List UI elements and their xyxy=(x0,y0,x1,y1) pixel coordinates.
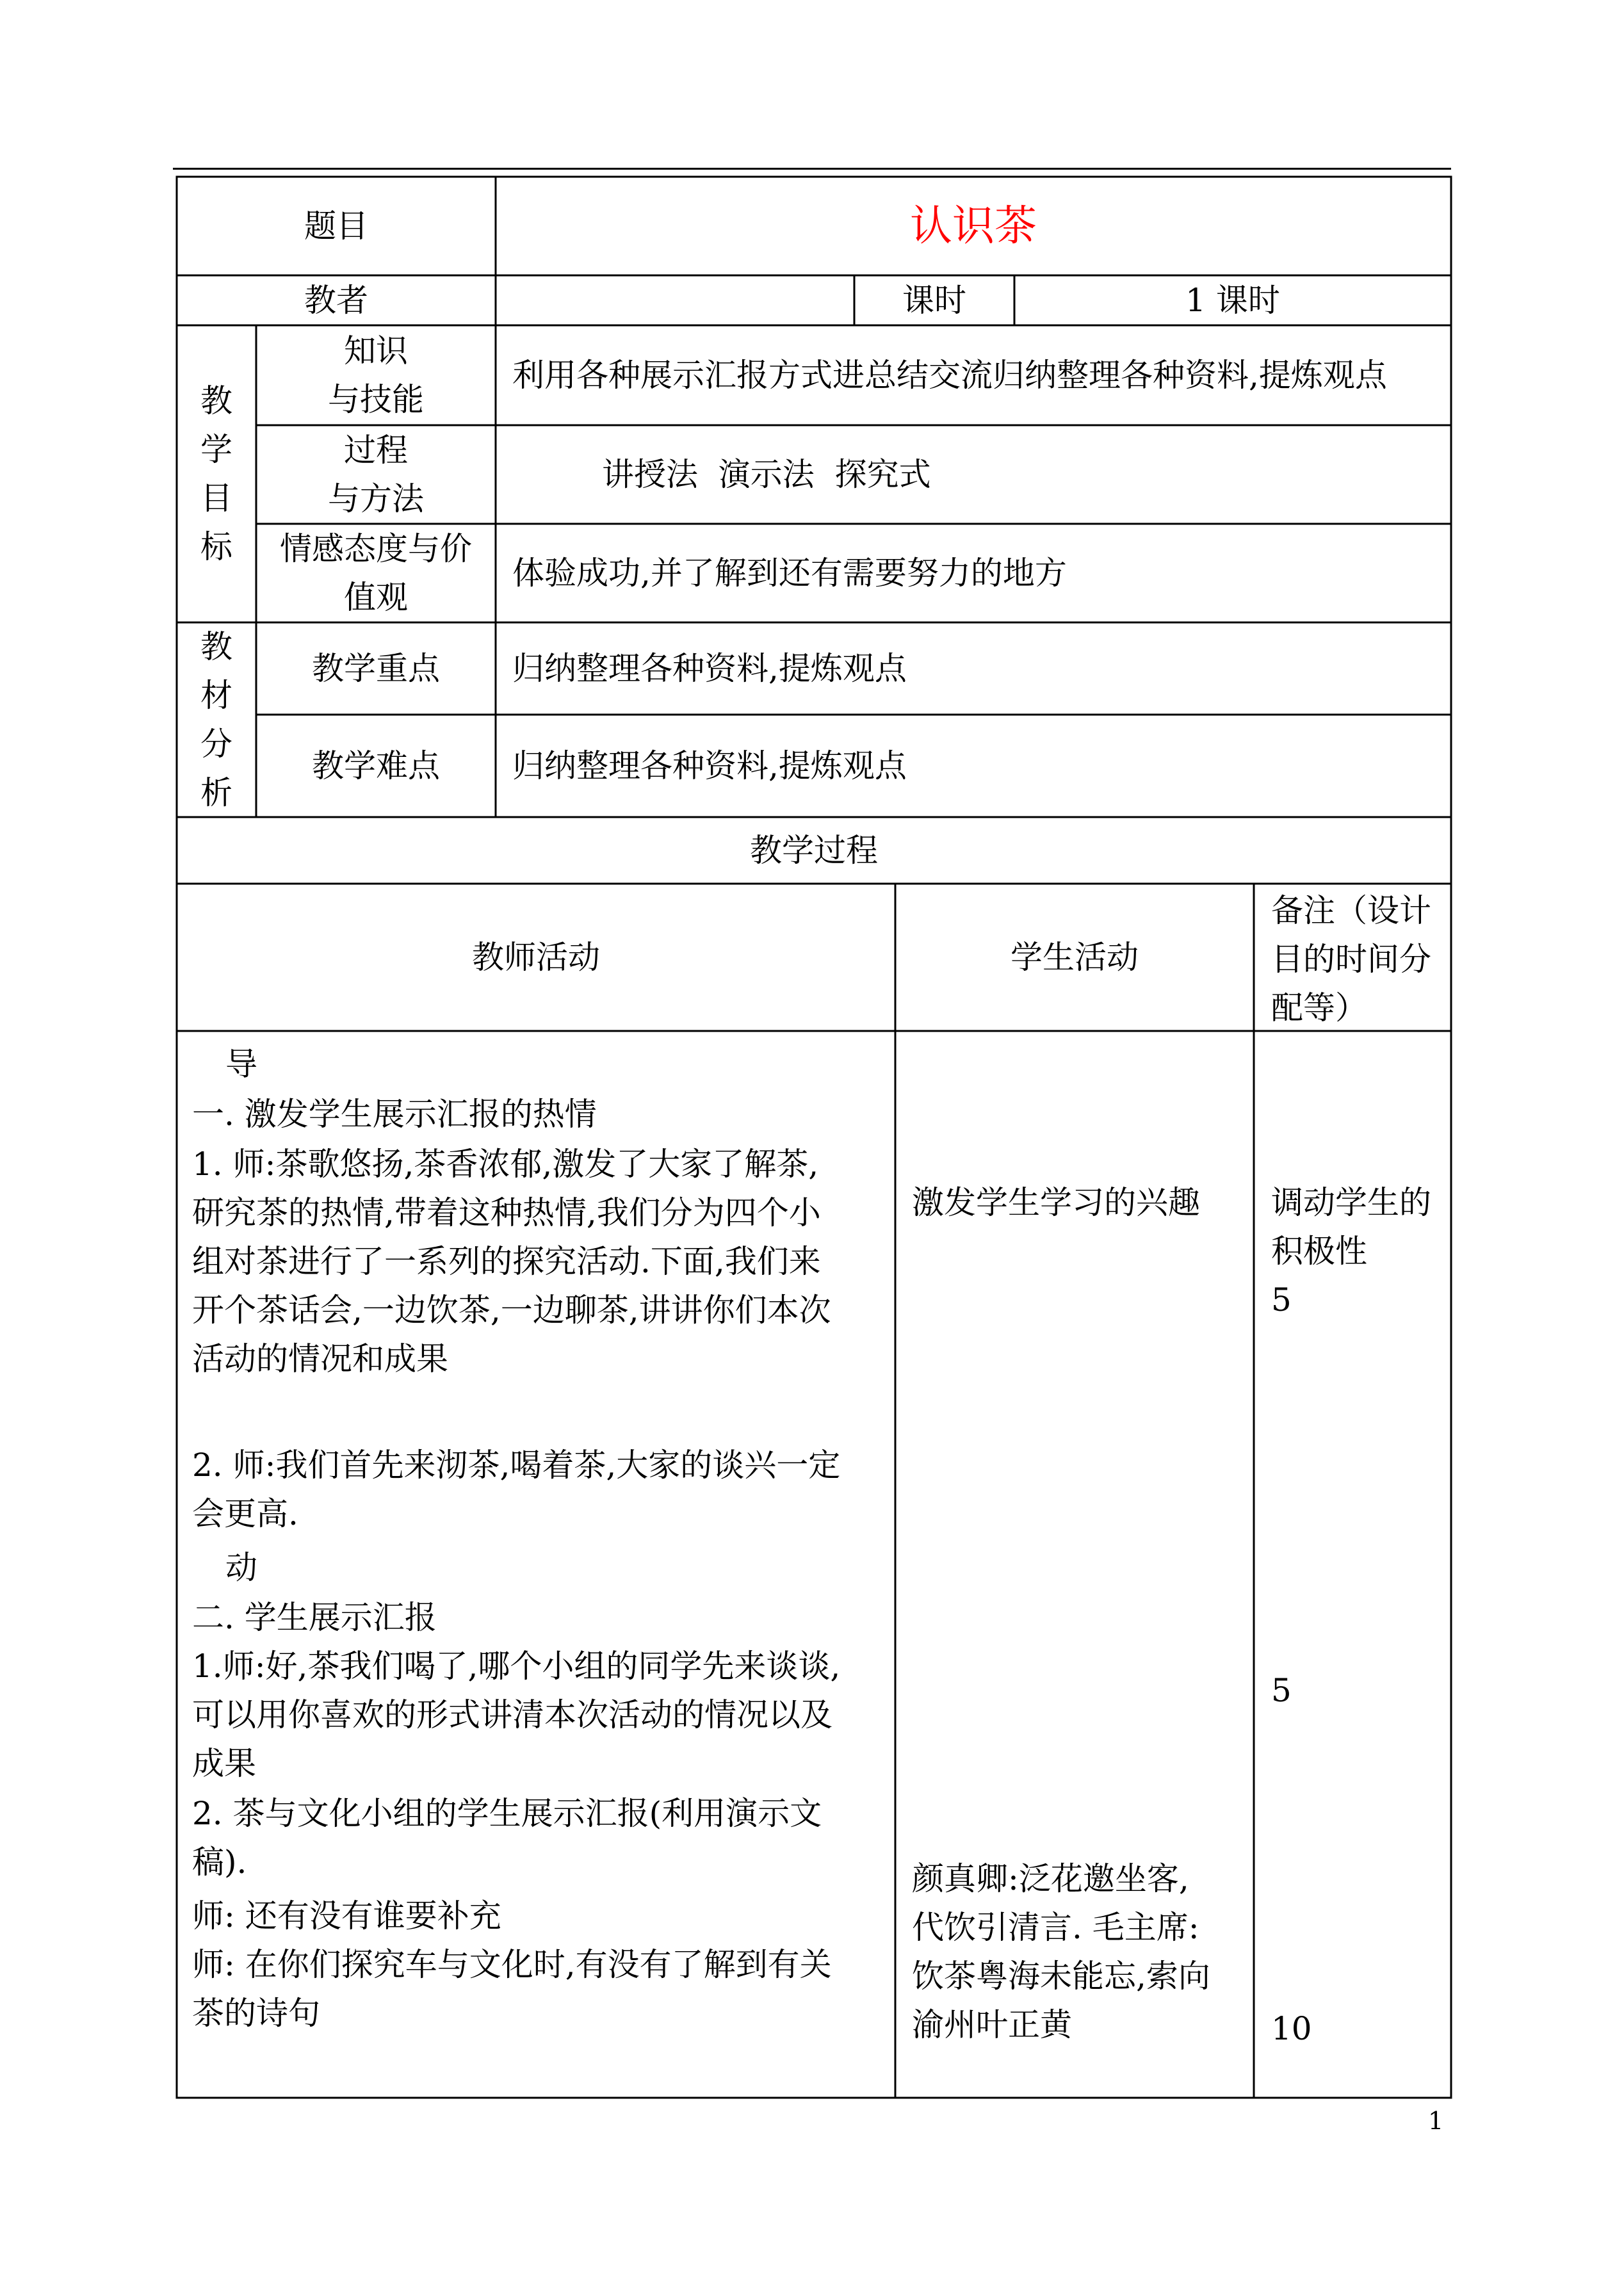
lesson-title: 认识茶 xyxy=(910,201,1037,250)
objective-text-attitude: 体验成功,并了解到还有需要努力的地方 xyxy=(512,555,1067,592)
difficulty-text: 归纳整理各种资料,提炼观点 xyxy=(512,747,907,784)
teacher-step-4: 2. 茶与文化小组的学生展示汇报(利用演示文 稿). xyxy=(192,1795,822,1881)
process-heading: 教学过程 xyxy=(750,832,878,869)
section-one-heading: 一. 激发学生展示汇报的热情 xyxy=(192,1096,597,1133)
note-time-2: 5 xyxy=(1271,1672,1292,1709)
col-teacher-header: 教师活动 xyxy=(472,939,600,976)
section-marker-guide: 导 xyxy=(225,1046,257,1083)
objective-label-knowledge: 知识 与技能 xyxy=(328,332,424,418)
analysis-group-label: 教 材 分 析 xyxy=(200,628,232,811)
note-time-3: 10 xyxy=(1271,2010,1312,2047)
key-point-text: 归纳整理各种资料,提炼观点 xyxy=(512,650,907,687)
teacher-step-5: 师: 还有没有谁要补充 xyxy=(192,1897,501,1934)
section-marker-action: 动 xyxy=(225,1549,257,1586)
section-two-heading: 二. 学生展示汇报 xyxy=(192,1599,437,1636)
teacher-step-2: 2. 师:我们首先来沏茶,喝着茶,大家的谈兴一定 会更高. xyxy=(192,1447,841,1532)
page-number: 1 xyxy=(1428,2107,1444,2135)
note-1: 调动学生的 积极性 5 xyxy=(1271,1184,1431,1318)
period-value: 1 课时 xyxy=(1185,282,1280,319)
teacher-value xyxy=(496,275,854,325)
period-label: 课时 xyxy=(902,282,966,319)
objective-label-process: 过程 与方法 xyxy=(328,432,424,517)
topic-label: 题目 xyxy=(304,207,368,245)
teacher-step-3: 1.师:好,茶我们喝了,哪个小组的同学先来谈谈, 可以用你喜欢的形式讲清本次活动的情况以及 成果 xyxy=(192,1648,841,1782)
teacher-step-1: 1. 师:茶歌悠扬,茶香浓郁,激发了大家了解茶, 研究茶的热情,带着这种热情,我们分为四个小 组对茶进行了一系列的探究活动.下面,我们来 开个茶话会,一边饮茶,一边聊茶,讲讲你们本次 活动的情况和成果 xyxy=(192,1146,831,1377)
col-note-header: 备注（设计 目的时间分 配等） xyxy=(1271,892,1431,1026)
objectives-group-label: 教 学 目 标 xyxy=(200,382,232,565)
teacher-label: 教者 xyxy=(304,282,368,319)
objective-text-process: 讲授法 演示法 探究式 xyxy=(602,456,931,493)
objective-text-knowledge: 利用各种展示汇报方式进总结交流归纳整理各种资料,提炼观点 xyxy=(512,357,1387,394)
col-student-header: 学生活动 xyxy=(1011,939,1139,976)
key-point-label: 教学重点 xyxy=(312,650,440,687)
student-activity-1: 激发学生学习的兴趣 xyxy=(912,1184,1200,1221)
teacher-step-6: 师: 在你们探究车与文化时,有没有了解到有关 茶的诗句 xyxy=(192,1946,832,2032)
student-activity-2: 颜真卿:泛花邀坐客, 代饮引清言. 毛主席: 饮茶粤海未能忘,索向 渝州叶正黄 xyxy=(912,1860,1210,2043)
objective-label-attitude: 情感态度与价 值观 xyxy=(280,530,472,616)
difficulty-label: 教学难点 xyxy=(312,747,440,784)
